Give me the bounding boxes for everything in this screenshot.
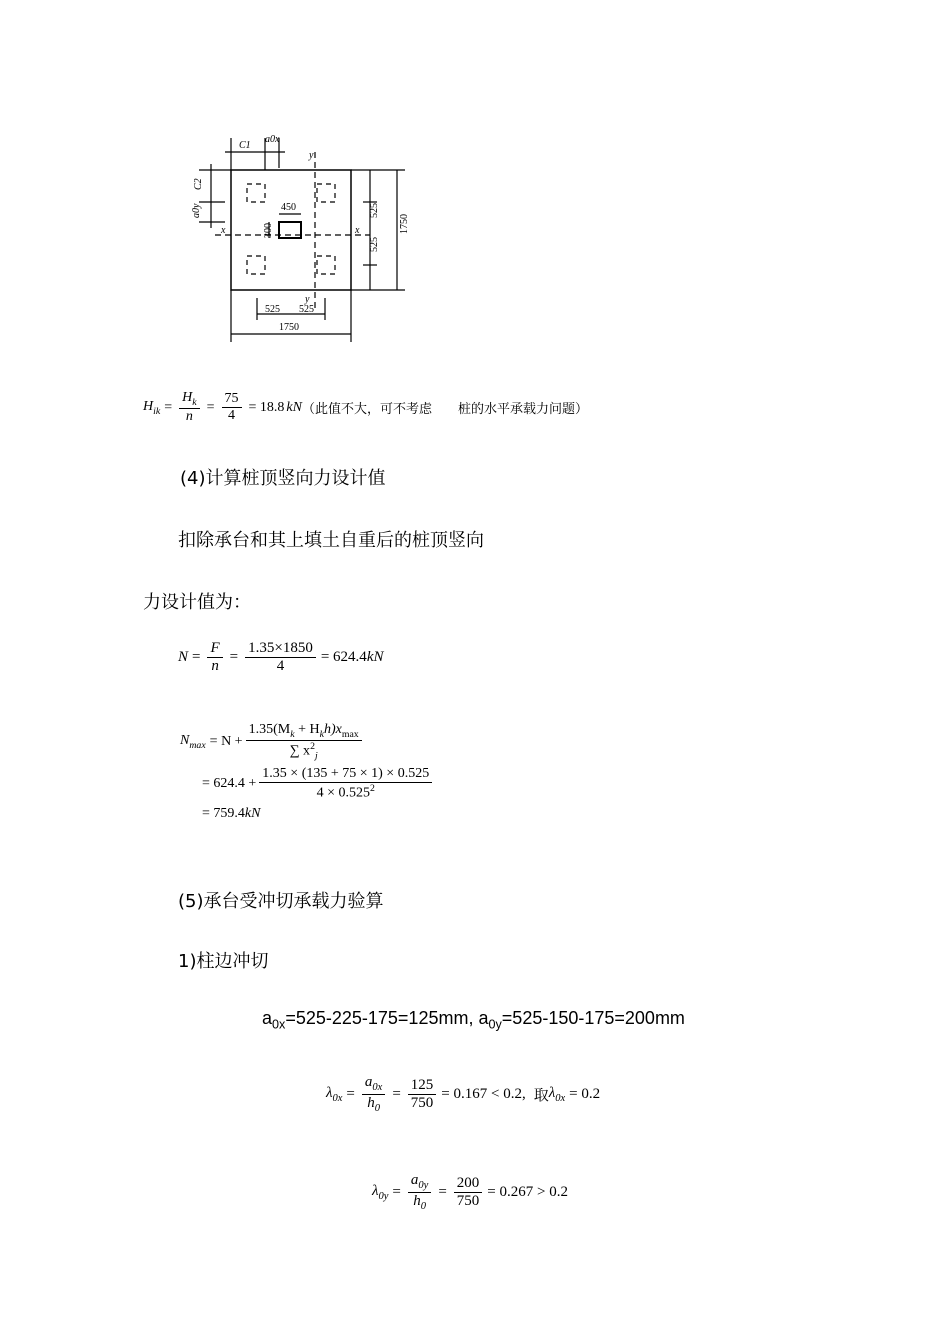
hik-frac1: $\frac{H_k}{n}$ (179, 390, 199, 425)
equation-hik: $H_{ik}$ = $\frac{H_k}{n}$ = $\frac{75}{4}$ = 18.8 kN （此值不大，可不考虑 桩的水平承载力问题） (143, 390, 588, 425)
label-525-right-top: 525 (369, 203, 380, 218)
nmax-line3: = 759.4 kN (202, 805, 261, 821)
hik-lhs: $H_{ik}$ (143, 398, 161, 417)
label-c2: C2 (193, 178, 204, 190)
label-c1: C1 (239, 140, 251, 151)
step4-text-line2: 力设计值为： (143, 592, 251, 613)
label-a0y: a0y (191, 203, 202, 218)
a0-values: $a_{0x}=525-225-175=125mm$, $a_{0y}=525-150-175=200mm$ (262, 1008, 685, 1032)
label-y-bot: y (305, 294, 310, 305)
hik-note: （此值不大，可不考虑 桩的水平承载力问题） (301, 402, 588, 418)
label-450: 450 (281, 202, 296, 213)
equation-n: N = $\frac{F}{n}$ = $\frac{1.35\times 1850}{4}$ = 624.4 kN (178, 640, 384, 675)
nmax-line1: $N_{max}$ = N + $\frac{1.35(M_k + H_kh)x_{max}}{\sum x^2_j}$ (180, 722, 435, 762)
label-525-right-bot: 525 (369, 237, 380, 252)
equation-lambda-0x: $\lambda_{0x}$ = $\frac{a_{0x}}{h_0}$ = $\frac{125}{750}$ = 0.167 < 0.2, 取 $\lambda_{0x}$ = 0.2 (326, 1074, 601, 1115)
step4-heading: (4)计算桩顶竖向力设计值 (180, 468, 386, 489)
label-x-left: x (221, 225, 226, 236)
label-1750-right: 1750 (399, 214, 410, 234)
step4-text-line1: 扣除承台和其上填土自重后的桩顶竖向 (178, 530, 484, 551)
equation-nmax (180, 722, 435, 822)
step5-heading: (5)承台受冲切承载力验算 (178, 891, 384, 912)
hik-frac2: $\frac{75}{4}$ (222, 391, 242, 424)
label-y-top: y (309, 150, 314, 161)
n-frac2: $\frac{1.35\times 1850}{4}$ (245, 640, 316, 676)
pile-cap-diagram (185, 130, 415, 345)
label-525-bot-right: 525 (299, 304, 314, 315)
label-x-right: x (355, 225, 360, 236)
n-frac1: $\frac{F}{n}$ (207, 640, 222, 676)
equation-lambda-0y: $\lambda_{0y}$ = $\frac{a_{0y}}{h_0}$ = $\frac{200}{750}$ = 0.267 > 0.2 (372, 1172, 568, 1213)
label-a0x: a0x (265, 134, 280, 145)
label-1750-bot: 1750 (279, 322, 299, 333)
nmax-line2: = 624.4 + $\frac{1.35 \times (135 + 75 \times 1) \times 0.525}{4 \times 0.525^2}$ (202, 766, 435, 802)
step5-subheading: 1)柱边冲切 (178, 951, 269, 972)
label-525-bot-left: 525 (265, 304, 280, 315)
label-300: 300 (263, 223, 274, 238)
